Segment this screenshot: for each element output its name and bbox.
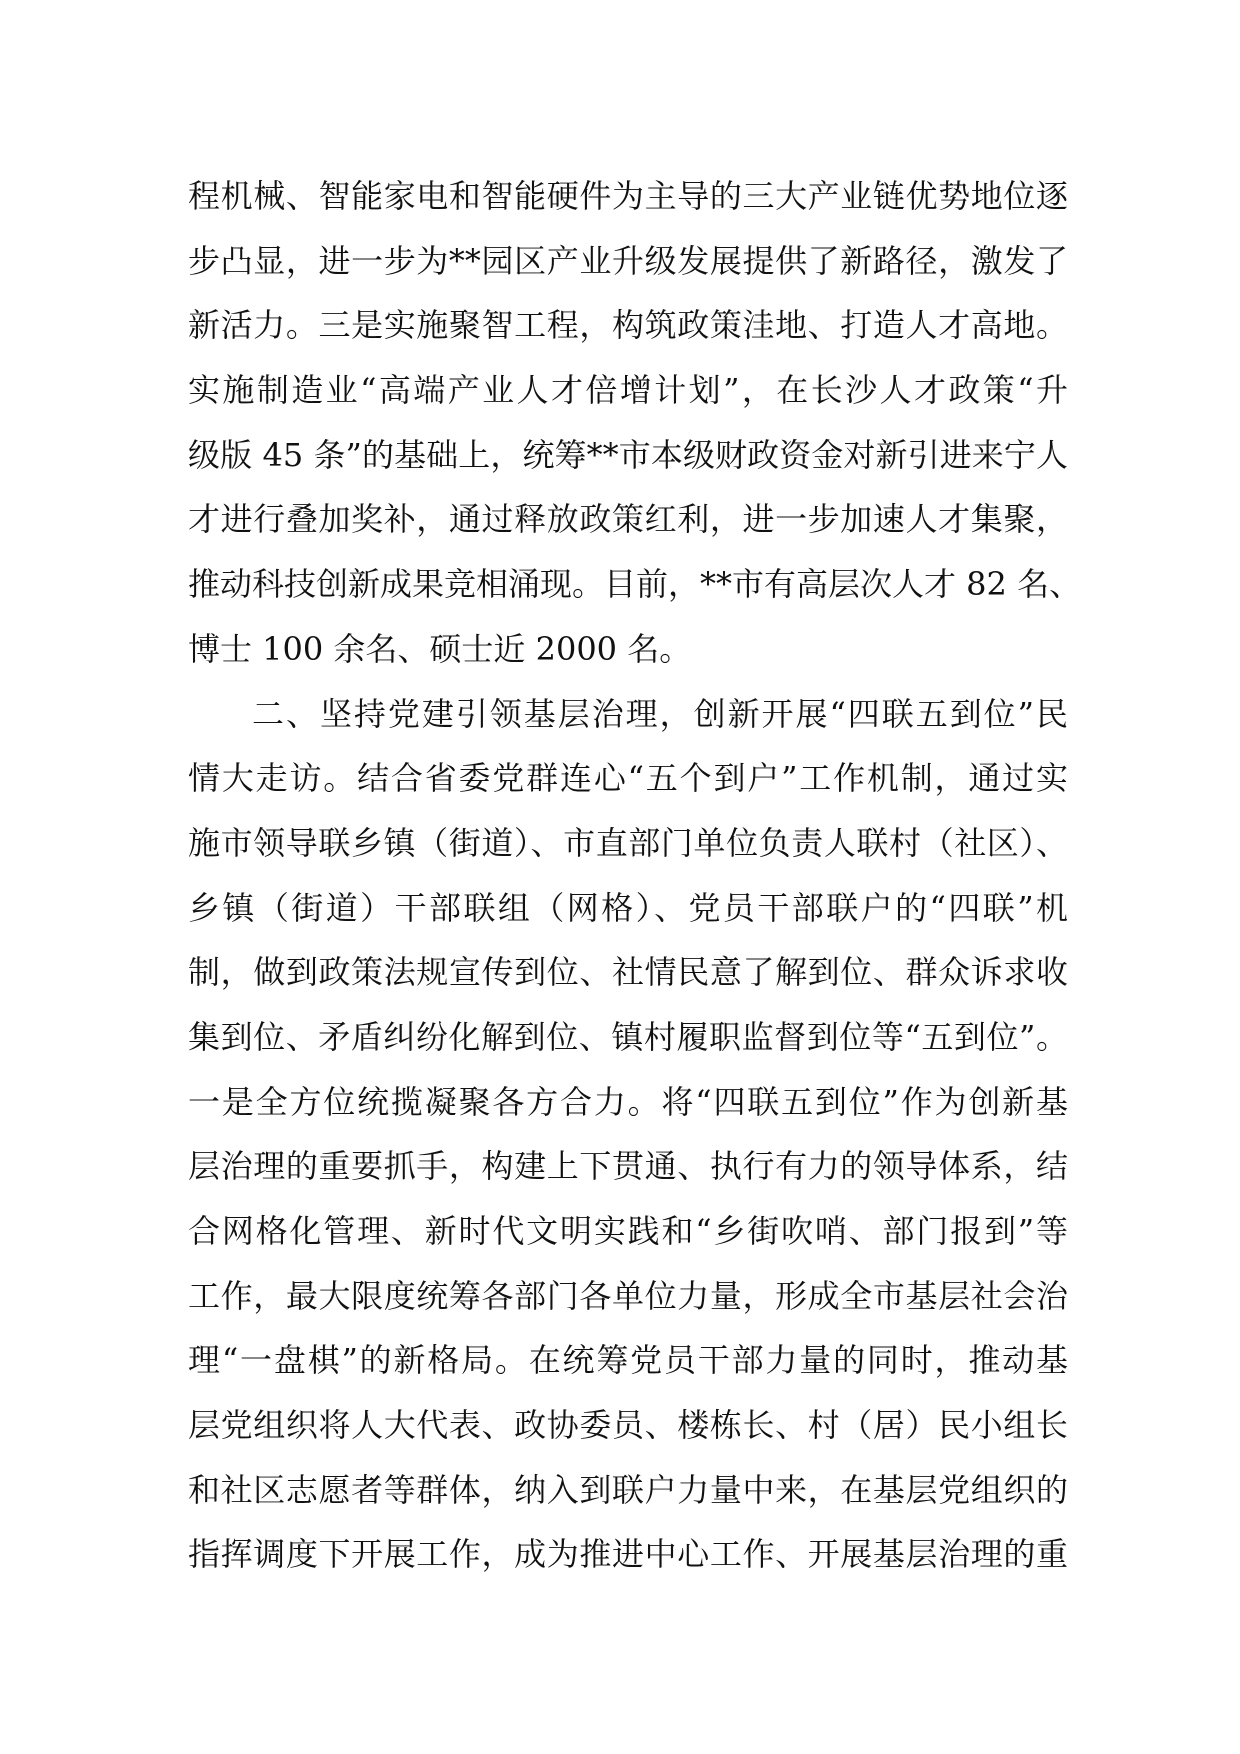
section-2-heading-line: 二、坚持党建引领基层治理，创新开展“四联五到位”民 [252, 694, 1068, 733]
paragraph-2-line-7: 一是全方位统揽凝聚各方合力。将“四联五到位”作为创新基 [188, 1082, 1068, 1121]
paragraph-2-line-11: 理“一盘棋”的新格局。在统筹党员干部力量的同时，推动基 [188, 1341, 1068, 1380]
paragraph-2-line-9: 合网格化管理、新时代文明实践和“乡街吹哨、部门报到”等 [188, 1212, 1068, 1250]
paragraph-1-line-8: 博士 100 余名、硕士近 2000 名。 [188, 629, 692, 668]
paragraph-2-line-12: 层党组织将人大代表、政协委员、楼栋长、村（居）民小组长 [188, 1406, 1068, 1445]
paragraph-2-line-4: 乡镇（街道）干部联组（网格）、党员干部联户的“四联”机 [188, 888, 1068, 927]
paragraph-1-line-4: 实施制造业“高端产业人才倍增计划”，在长沙人才政策“升 [188, 371, 1068, 410]
paragraph-2-line-3: 施市领导联乡镇（街道）、市直部门单位负责人联村（社区）、 [188, 823, 1068, 862]
paragraph-2-line-2: 情大走访。结合省委党群连心“五个到户”工作机制，通过实 [188, 759, 1068, 798]
paragraph-2-line-13: 和社区志愿者等群体，纳入到联户力量中来，在基层党组织的 [188, 1470, 1068, 1509]
paragraph-2-line-6: 集到位、矛盾纠纷化解到位、镇村履职监督到位等“五到位”。 [188, 1017, 1068, 1056]
paragraph-1-line-1: 程机械、智能家电和智能硬件为主导的三大产业链优势地位逐 [188, 177, 1068, 215]
paragraph-1-line-3: 新活力。三是实施聚智工程，构筑政策洼地、打造人才高地。 [188, 306, 1068, 345]
paragraph-1-line-7: 推动科技创新成果竞相涌现。目前，**市有高层次人才 82 名、 [188, 565, 1082, 604]
paragraph-2-line-8: 层治理的重要抓手，构建上下贯通、执行有力的领导体系，结 [188, 1147, 1068, 1186]
paragraph-2-line-5: 制，做到政策法规宣传到位、社情民意了解到位、群众诉求收 [188, 953, 1068, 992]
paragraph-2-line-10: 工作，最大限度统筹各部门各单位力量，形成全市基层社会治 [188, 1276, 1068, 1315]
paragraph-1-line-2: 步凸显，进一步为**园区产业升级发展提供了新路径，激发了 [188, 241, 1068, 280]
paragraph-1-line-5: 级版 45 条”的基础上，统筹**市本级财政资金对新引进来宁人 [188, 435, 1068, 474]
document-page [188, 164, 1082, 1587]
paragraph-1-line-6: 才进行叠加奖补，通过释放政策红利，进一步加速人才集聚， [188, 500, 1068, 539]
paragraph-2-line-14: 指挥调度下开展工作，成为推进中心工作、开展基层治理的重 [188, 1535, 1068, 1574]
